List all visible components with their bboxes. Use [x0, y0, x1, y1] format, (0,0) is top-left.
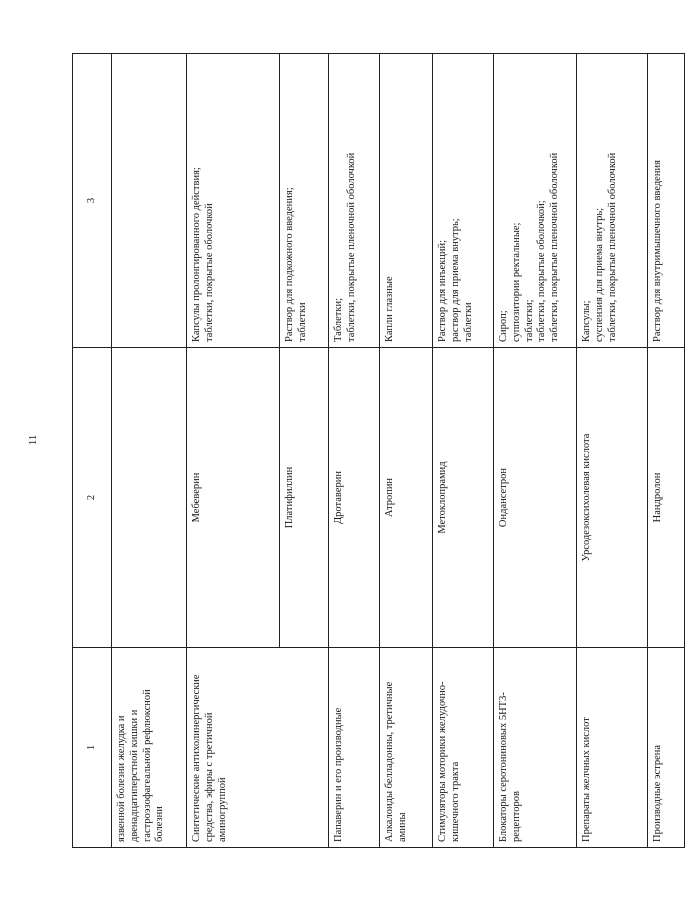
form-cell: Капсулы пролонгированного действия; таблетки, покрытые оболочкой — [187, 54, 280, 348]
rotated-table-sheet — [72, 54, 663, 848]
group-cell: Алкалоиды белладонны, третичные амины — [380, 648, 433, 848]
drug-cell: Мебеверин — [187, 348, 280, 648]
form-cell — [112, 54, 187, 348]
table-row — [577, 54, 648, 848]
group-cell: Папаверин и его производные — [329, 648, 380, 848]
drug-cell: Ондансетрон — [494, 348, 577, 648]
table-row — [112, 54, 187, 848]
group-cell: Производные эстрена — [648, 648, 685, 848]
form-cell: Таблетки; таблетки, покрытые пленочной оболочкой — [329, 54, 380, 348]
table-row — [329, 54, 380, 848]
form-cell: Капсулы; суспензия для приема внутрь; таблетки, покрытые пленочной оболочкой — [577, 54, 648, 348]
table-row — [380, 54, 433, 848]
form-cell: Раствор для внутримышечного введения — [648, 54, 685, 348]
drug-cell — [112, 348, 187, 648]
table-landscape — [72, 54, 663, 848]
group-cell: Препараты желчных кислот — [577, 648, 648, 848]
drug-cell: Дротаверин — [329, 348, 380, 648]
table-header-row — [73, 54, 112, 848]
page-number: 11 — [27, 434, 39, 446]
table-row — [187, 54, 280, 848]
group-cell: Стимуляторы моторики желудочно- кишечного тракта — [433, 648, 494, 848]
drug-cell: Атропин — [380, 348, 433, 648]
table-row — [648, 54, 685, 848]
drug-cell: Платифиллин — [280, 348, 329, 648]
header-col-2: 2 — [73, 348, 112, 648]
drug-cell: Урсодезоксихолевая кислота — [577, 348, 648, 648]
header-col-1: 1 — [73, 648, 112, 848]
group-cell: язвенной болезни желудка и двенадцатиперстной кишки и гастроэзофагеальной рефлюксной болезни — [112, 648, 187, 848]
form-cell: Раствор для инъекций; раствор для приема внутрь; таблетки — [433, 54, 494, 348]
drug-table — [72, 53, 685, 848]
table-row — [433, 54, 494, 848]
group-cell: Синтетические антихолинергические средства, эфиры с третичной аминогруппой — [187, 648, 329, 848]
group-cell: Блокаторы серотониновых 5НТ3- рецепторов — [494, 648, 577, 848]
form-cell: Сироп; суппозитории ректальные; таблетки; таблетки, покрытые оболочкой; таблетки, покрытые пленочной оболочкой — [494, 54, 577, 348]
form-cell: Раствор для подкожного введения; таблетки — [280, 54, 329, 348]
form-cell: Капли глазные — [380, 54, 433, 348]
table-row — [494, 54, 577, 848]
drug-cell: Метоклопрамид — [433, 348, 494, 648]
header-col-3: 3 — [73, 54, 112, 348]
drug-cell: Нандролон — [648, 348, 685, 648]
